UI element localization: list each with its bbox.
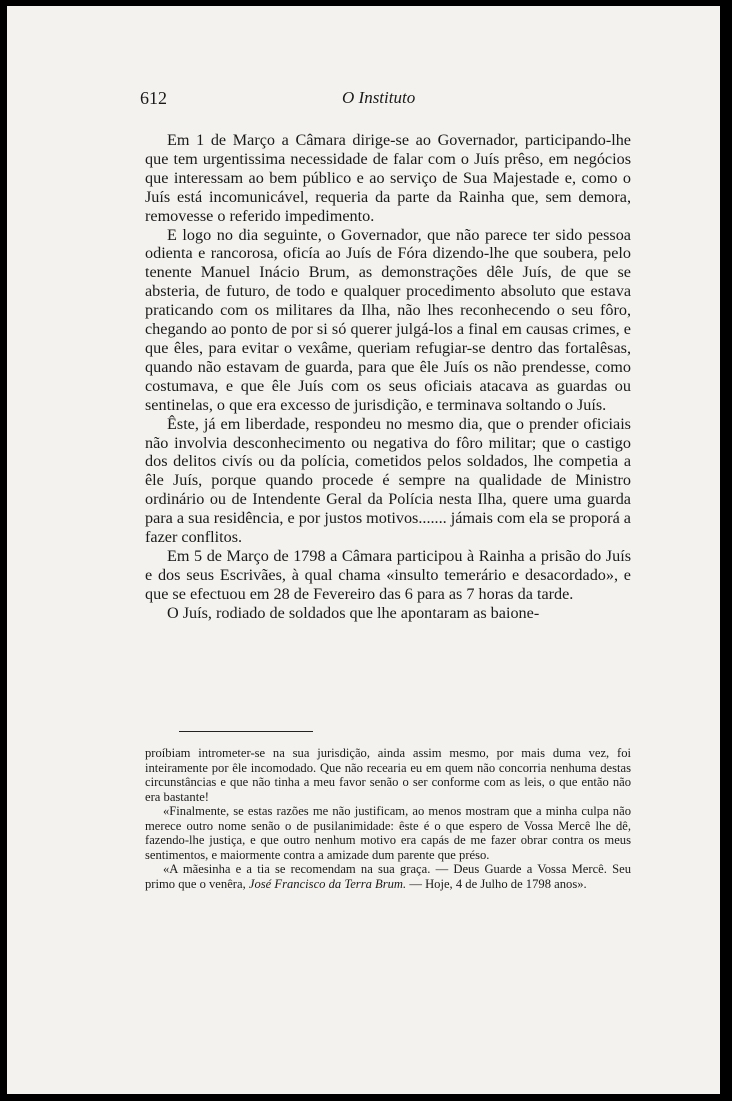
book-page [7,6,720,1094]
footnote-text: — Hoje, 4 de Julho de 1798 anos». [406,876,587,891]
footnotes [145,746,631,891]
paragraph: Em 5 de Março de 1798 a Câmara participou à Rainha a prisão do Juís e dos seus Escrivães, à qual chama «insulto temerário e desacordado», e que se efectuou em 28 de Fevereiro das 6 para as 7 horas da tarde. [145,546,631,603]
footnote-divider [179,731,313,732]
footnote-paragraph [145,862,631,891]
paragraph: Em 1 de Março a Câmara dirige-se ao Governador, participando-lhe que tem urgentissima necessidade de falar com o Juís prêso, em negócios que interessam ao bem público e ao serviço de Sua Majestade e, como o Juís está incomunicável, requeria da parte da Rainha que, sem demora, removesse o referido impedimento. [145,131,631,225]
page-number: 612 [140,88,167,108]
footnote-paragraph: «Finalmente, se estas razões me não justificam, ao menos mostram que a minha culpa não merece outro nome senão o de pusilanimidade: êste é o que espero de Vossa Mercê lhe dê, fazendo-lhe justiça, e que outro nenhum motivo era capás de me fazer obrar contra os meus sentimentos, e maiormente contra a amizade dum parente que préso. [145,804,631,862]
paragraph: O Juís, rodiado de soldados que lhe apontaram as baione- [167,603,540,622]
signature-name: José Francisco da Terra Brum. [248,876,407,891]
page-header [139,88,635,112]
running-title: O Instituto [342,88,416,107]
footnote-text: «A mãesinha e a tia se recomendam na sua graça. — Deus Guarde a Vossa Mercê. Seu primo que o venêra, [145,862,631,891]
footnote-paragraph: proíbiam intrometer-se na sua jurisdição, ainda assim mesmo, por mais duma vez, foi inteiramente por êle incomodado. Que não recearia eu em quem não concorria nenhuma destas circunstâncias e que não tinha a meu favor senão o ser conforme com as leis, o que então não era bastante! [145,746,631,804]
paragraph: Êste, já em liberdade, respondeu no mesmo dia, que o prender oficiais não involvia desconhecimento ou negativa do fôro militar; que o castigo dos delitos civís ou da polícia, cometidos pelos soldados, lhe competia a êle Juís, porque quando procede é sempre na qualidade de Ministro ordinário ou de Intendente Geral da Polícia nesta Ilha, quere uma guarda para a sua residência, e por justos motivos....... jámais com ela se proporá a fazer conflitos. [145,414,631,547]
main-text [145,131,631,623]
paragraph: E logo no dia seguinte, o Governador, que não parece ter sido pessoa odienta e rancorosa, oficía ao Juís de Fóra dizendo-lhe que soubera, pelo tenente Manuel Inácio Brum, as demonstrações dêle Juís, de que se absteria, de futuro, de todo e qualquer procedimento absoluto que estava praticando com os militares da Ilha, não lhes reconhecendo o seu fôro, chegando ao ponto de por si só querer julgá-los a final em causas crimes, e que êles, para evitar o vexâme, queriam refugiar-se dentro das fortalêsas, quando não estavam de guarda, para que êle Juís os não prendesse, como costumava, e que êle Juís com os seus oficiais atacava as guardas ou sentinelas, o que era excesso de jurisdição, e terminava soltando o Juís. [145,225,631,414]
